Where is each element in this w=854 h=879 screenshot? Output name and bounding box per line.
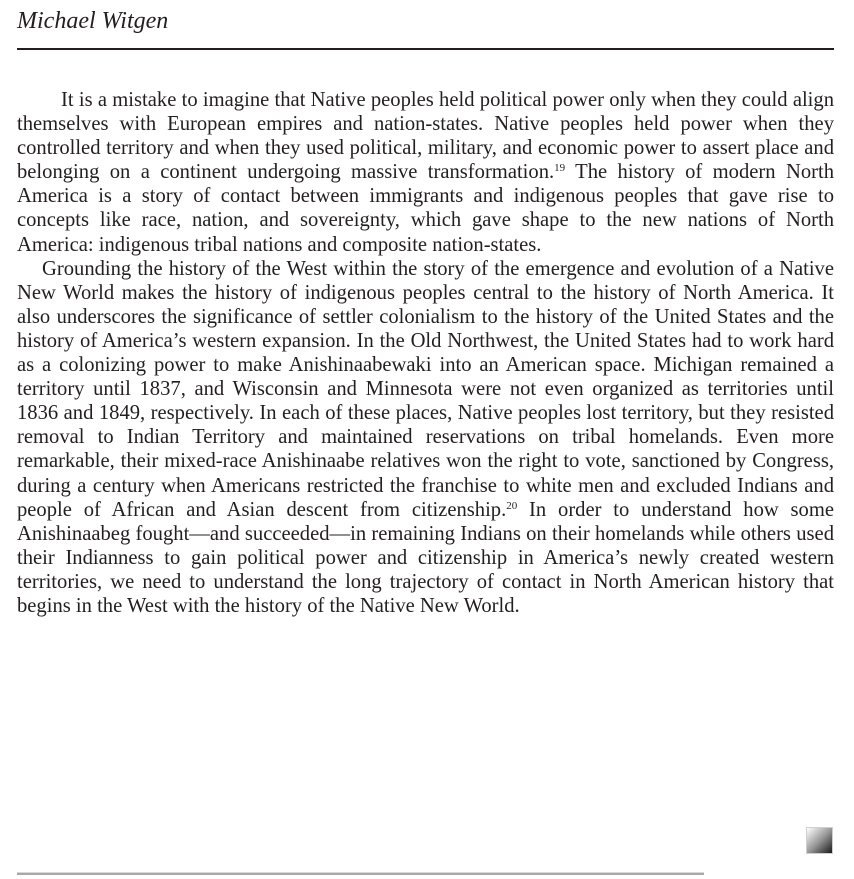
- paragraph-text: Grounding the history of the West within the story of the emergence and evolution of a Native New World makes the history of indigenous peoples central to the history of North America. It also underscores the significance of settler colonialism to the history of the United States and the history of America’s western expansion. In the Old Northwest, the United States had to work hard as a colonizing power to make Anishinaabewaki into an American space. Michigan remained a territory until 1837, and Wisconsin and Minnesota were not even organized as territories until 1836 and 1849, respectively. In each of these places, Native peoples lost territory, but they resisted removal to Indian Territory and maintained reservations on tribal homelands. Even more remarkable, their mixed-race Anishinaabe relatives won the right to vote, sanctioned by Congress, during a century when Americans restricted the franchise to white men and excluded Indians and people of African and Asian descent from citizenship.: [17, 257, 834, 521]
- body-text: [17, 88, 834, 618]
- paragraph: [17, 257, 834, 618]
- footnote-ref[interactable]: 19: [554, 162, 566, 175]
- running-head-author: Michael Witgen: [17, 8, 169, 34]
- header-rule: [17, 48, 834, 50]
- paragraph-text: The history of modern North America is a story of contact between immigrants and indigenous peoples that gave rise to concepts like race, nation, and sovereignty, which gave shape to the new nations of North America: indigenous tribal nations and composite nation-states.: [17, 161, 834, 256]
- footer-rule: [17, 872, 704, 875]
- paragraph-text: It is a mistake to imagine that Native peoples held political power only when they could align themselves with European empires and nation-states. Native peoples held power when they controlled territory and when they used political, military, and economic power to assert place and belonging on a continent undergoing massive transformation.: [17, 89, 834, 184]
- footnote-ref[interactable]: 20: [506, 499, 518, 512]
- end-of-article-square-icon: [806, 827, 833, 854]
- paragraph: [17, 88, 834, 257]
- paragraph-text: In order to understand how some Anishinaabeg fought—and succeeded—in remaining Indians on their homelands while others used their Indianness to gain political power and citizenship in America’s newly created western territories, we need to understand the long trajectory of contact in North American history that begins in the West with the history of the Native New World.: [17, 498, 835, 617]
